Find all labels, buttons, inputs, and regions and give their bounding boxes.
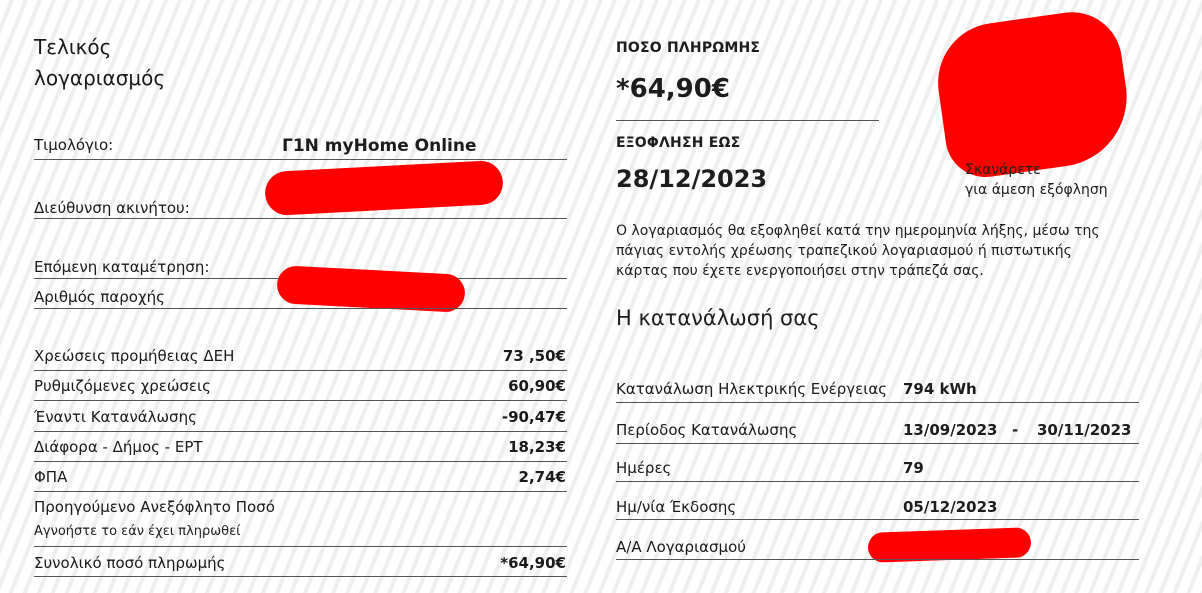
divider bbox=[34, 218, 567, 219]
charge-value: 60,90€ bbox=[508, 377, 566, 395]
address-label: Διεύθυνση ακινήτου: bbox=[34, 199, 190, 217]
payment-amount-value: *64,90€ bbox=[616, 74, 730, 104]
charge-label: Χρεώσεις προμήθειας ΔΕΗ bbox=[34, 347, 235, 365]
period-dash: - bbox=[1012, 421, 1019, 439]
divider bbox=[34, 370, 567, 371]
next-reading-label: Επόμενη καταμέτρηση: bbox=[34, 258, 210, 276]
consumption-label: Κατανάλωση Ηλεκτρικής Ενέργειας bbox=[616, 380, 888, 398]
charge-label: Ρυθμιζόμενες χρεώσεις bbox=[34, 377, 211, 395]
redaction-address bbox=[264, 160, 504, 216]
redaction-qr-code bbox=[930, 6, 1135, 182]
bill-title-line1: Τελικός bbox=[34, 35, 112, 59]
consumption-heading: Η κατανάλωσή σας bbox=[616, 306, 820, 330]
divider bbox=[34, 461, 567, 462]
period-end: 30/11/2023 bbox=[1037, 421, 1132, 439]
divider bbox=[34, 159, 567, 160]
divider bbox=[616, 402, 1139, 403]
scan-text-line1: Σκανάρετε bbox=[965, 162, 1041, 178]
redaction-account-number bbox=[868, 527, 1032, 563]
invoice-value: Γ1Ν myHome Online bbox=[282, 136, 477, 156]
invoice-label: Τιμολόγιο: bbox=[34, 136, 114, 154]
ignore-note: Αγνοήστε το εάν έχει πληρωθεί bbox=[34, 524, 241, 539]
divider bbox=[34, 491, 567, 492]
issue-date-label: Ημ/νία Έκδοσης bbox=[616, 498, 737, 516]
divider bbox=[616, 559, 1139, 560]
charge-value: -90,47€ bbox=[501, 408, 566, 426]
due-date-value: 28/12/2023 bbox=[616, 165, 768, 193]
due-date-label: ΕΞΟΦΛΗΣΗ ΕΩΣ bbox=[616, 135, 741, 151]
divider bbox=[616, 519, 1139, 520]
period-start: 13/09/2023 bbox=[903, 421, 998, 439]
supply-label: Αριθμός παροχής bbox=[34, 288, 165, 306]
direct-debit-line: Ο λογαριασμός θα εξοφληθεί κατά την ημερομηνία λήξης, μέσω της bbox=[616, 223, 1100, 239]
previous-unpaid-label: Προηγούμενο Ανεξόφλητο Ποσό bbox=[34, 498, 275, 516]
charge-label: Έναντι Κατανάλωσης bbox=[34, 408, 197, 426]
days-value: 79 bbox=[903, 459, 924, 477]
payment-amount-label: ΠΟΣΟ ΠΛΗΡΩΜΗΣ bbox=[616, 40, 761, 56]
bill-title-line2: λογαριασμός bbox=[34, 66, 166, 90]
redaction-supply-number bbox=[276, 265, 466, 313]
account-number-label: Α/Α Λογαριασμού bbox=[616, 538, 746, 556]
issue-date-value: 05/12/2023 bbox=[903, 498, 998, 516]
divider bbox=[34, 576, 567, 577]
scan-text-line2: για άμεση εξόφληση bbox=[965, 182, 1108, 198]
divider bbox=[34, 546, 567, 547]
direct-debit-line: κάρτας που έχετε ενεργοποιήσει στην τράπεζά σας. bbox=[616, 263, 984, 279]
charge-label: ΦΠΑ bbox=[34, 468, 68, 486]
total-label: Συνολικό ποσό πληρωμής bbox=[34, 554, 226, 572]
charge-value: 2,74€ bbox=[518, 468, 566, 486]
days-label: Ημέρες bbox=[616, 459, 672, 477]
divider bbox=[616, 481, 1139, 482]
period-label: Περίοδος Κατανάλωσης bbox=[616, 421, 798, 439]
charge-value: 18,23€ bbox=[508, 438, 566, 456]
consumption-value: 794 kWh bbox=[903, 380, 977, 398]
divider bbox=[34, 308, 567, 309]
divider bbox=[34, 431, 567, 432]
divider bbox=[34, 400, 567, 401]
charge-value: 73 ,50€ bbox=[502, 347, 566, 365]
divider bbox=[616, 120, 879, 121]
total-value: *64,90€ bbox=[500, 554, 566, 572]
charge-label: Διάφορα - Δήμος - ΕΡΤ bbox=[34, 438, 203, 456]
divider bbox=[616, 443, 1139, 444]
direct-debit-text bbox=[616, 221, 1100, 281]
direct-debit-line: πάγιας εντολής χρέωσης τραπεζικού λογαριασμού ή πιστωτικής bbox=[616, 243, 1072, 259]
